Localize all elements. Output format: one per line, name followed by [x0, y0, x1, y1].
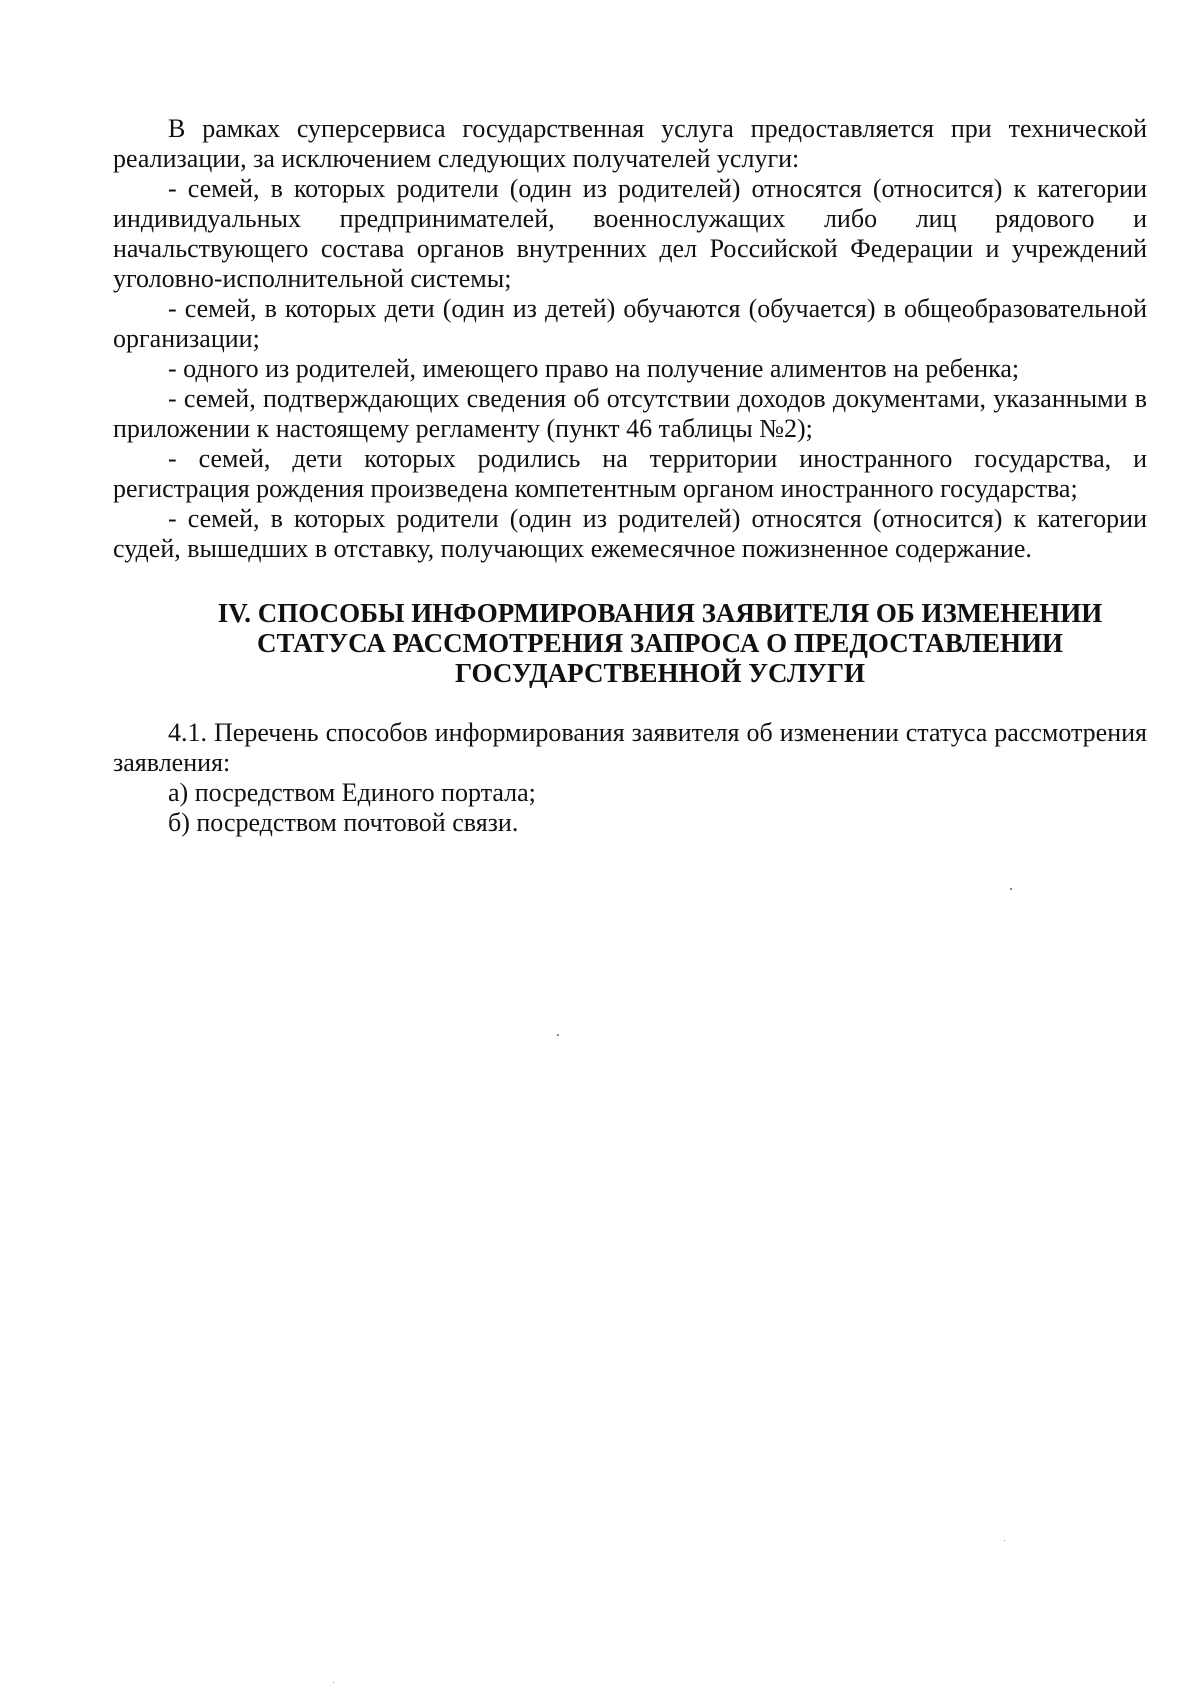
scan-speck	[557, 1034, 559, 1036]
section-heading-line: ГОСУДАРСТВЕННОЙ УСЛУГИ	[455, 658, 865, 688]
exclusion-item: - одного из родителей, имеющего право на получение алиментов на ребенка;	[168, 354, 1020, 383]
clause-4-1: 4.1. Перечень способов информирования заявителя об изменении статуса рассмотрения заявления:	[113, 718, 1147, 777]
section-heading-line: СТАТУСА РАССМОТРЕНИЯ ЗАПРОСА О ПРЕДОСТАВЛЕНИИ	[256, 628, 1064, 658]
method-item: б) посредством почтовой связи.	[168, 808, 519, 837]
exclusion-item: - семей, в которых родители (один из родителей) относятся (относится) к категории судей, вышедших в отставку, получающих ежемесячное пожизненное содержание.	[113, 504, 1147, 563]
exclusion-item: - семей, подтверждающих сведения об отсутствии доходов документами, указанными в приложении к настоящему регламенту (пункт 46 таблицы №2);	[113, 384, 1147, 443]
document-body	[113, 114, 1147, 838]
section-heading	[113, 598, 1147, 688]
section-heading-line: IV. СПОСОБЫ ИНФОРМИРОВАНИЯ ЗАЯВИТЕЛЯ ОБ ИЗМЕНЕНИИ	[217, 598, 1103, 628]
exclusion-item: - семей, в которых родители (один из родителей) относятся (относится) к категории индивидуальных предпринимателей, военнослужащих либо лиц рядового и начальствующего состава органов внутренних дел Российской Федерации и учреждений уголовно-исполнительной системы;	[113, 174, 1147, 293]
exclusion-item: - семей, дети которых родились на территории иностранного государства, и регистрация рождения произведена компетентным органом иностранного государства;	[113, 444, 1147, 503]
scan-speck	[1004, 1540, 1005, 1541]
scan-speck	[1010, 888, 1012, 890]
method-item: а) посредством Единого портала;	[168, 778, 536, 807]
scan-speck	[333, 1682, 334, 1683]
intro-paragraph: В рамках суперсервиса государственная услуга предоставляется при технической реализации, за исключением следующих получателей услуги:	[113, 114, 1147, 173]
exclusion-item: - семей, в которых дети (один из детей) обучаются (обучается) в общеобразовательной организации;	[113, 294, 1147, 353]
